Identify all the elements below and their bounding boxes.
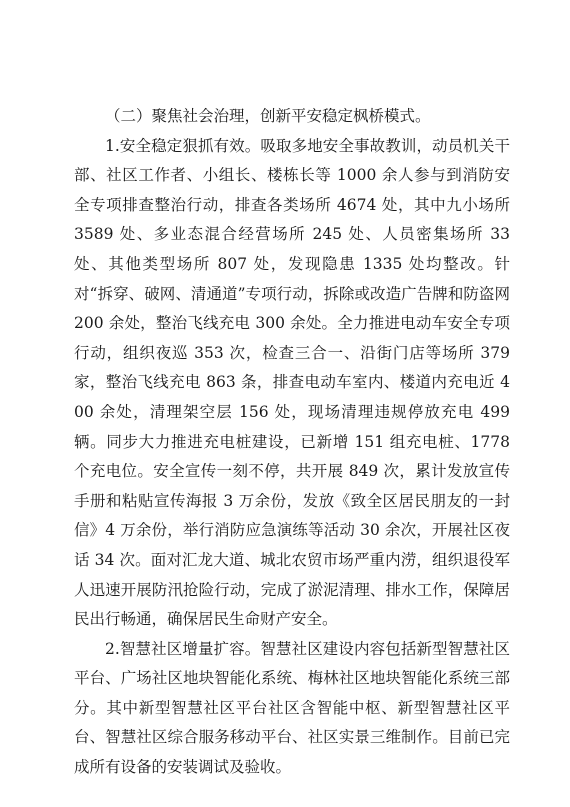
paragraph-smart-community: 2.智慧社区增量扩容。智慧社区建设内容包括新型智慧社区平台、广场社区地块智能化系统、梅林社区地块智能化系统三部分。其中新型智慧社区平台社区含智能中枢、新型智慧社区平台、智慧社区综合服务移动平台、社区实景三维制作。目前已完成所有设备的安装调试及验收。 (74, 639, 510, 777)
document-body (74, 102, 510, 783)
section-heading: （二）聚焦社会治理，创新平安稳定枫桥模式。 (105, 107, 431, 125)
paragraph-safety: 1.安全稳定狠抓有效。吸取多地安全事故教训，动员机关干部、社区工作者、小组长、楼栋长等 1000 余人参与到消防安全专项排查整治行动，排查各类场所 4674 处，其中九小场所 3589 处、多业态混合经营场所 245 处、人员密集场所 33 处、其他类型场所 807 处，发现隐患 1335 处均整改。针对“拆穿、破网、清通道”专项行动，拆除或改造广告牌和防盗网 200 余处，整治飞线充电 300 余处。全力推进电动车安全专项行动，组织夜巡 353 次，检查三合一、沿街门店等场所 379 家，整治飞线充电 863 条，排查电动车室内、楼道内充电近 400 余处，清理架空层 156 处，现场清理违规停放充电 499 辆。同步大力推进充电桩建设，已新增 151 组充电桩、1778 个充电位。安全宣传一刻不停，共开展 849 次，累计发放宣传手册和粘贴宣传海报 3 万余份，发放《致全区居民朋友的一封信》4 万余份，举行消防应急演练等活动 30 余次，开展社区夜话 34 次。面对汇龙大道、城北农贸市场严重内涝，组织退役军人迅速开展防汛抢险行动，完成了淤泥清理、排水工作，保障居民出行畅通，确保居民生命财产安全。 (74, 136, 510, 629)
